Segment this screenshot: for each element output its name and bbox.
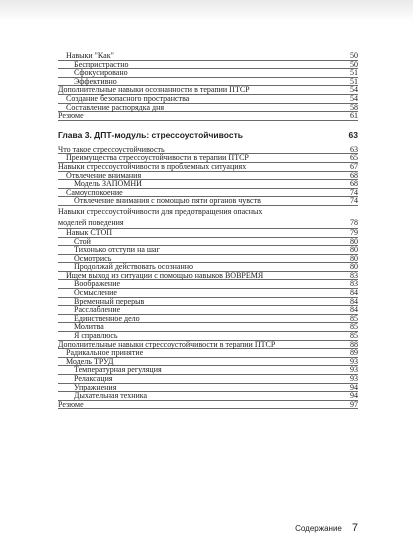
toc-entry-title: Преимущества стрессоустойчивости в терапии ПТСР — [66, 153, 249, 163]
toc-entry-title: Беспристрастно — [74, 59, 129, 69]
toc-entry-page: 80 — [350, 245, 358, 255]
toc-section-c — [58, 229, 358, 409]
toc-entry-title: Отвлечение внимания с помощью пяти органов чувств — [74, 196, 261, 206]
toc-entry-page: 51 — [350, 68, 358, 78]
toc-entry-page: 94 — [350, 382, 358, 392]
toc-entry-page: 65 — [350, 153, 358, 163]
toc-entry-title: Что такое стрессоустойчивость — [58, 144, 165, 154]
toc-entry — [58, 197, 358, 206]
toc-entry-title: Резюме — [58, 111, 84, 121]
toc-entry-title: Температурная регуляция — [74, 365, 162, 375]
toc-entry-title: Я справлюсь — [74, 331, 118, 341]
toc-entry-page: 80 — [350, 253, 358, 263]
toc-entry-title: Навыки стрессоустойчивости для предотвращения опасных моделей поведения — [58, 206, 263, 227]
toc-entry-page: 84 — [350, 288, 358, 298]
page-footer — [295, 522, 358, 534]
toc-entry-page: 50 — [350, 59, 358, 69]
toc-entry-title: Эффективно — [74, 76, 117, 86]
toc-entry-page: 93 — [350, 374, 358, 383]
toc-entry-title: Временный перерыв — [74, 296, 145, 306]
toc-entry-title: Модель ТРУД — [66, 356, 114, 366]
toc-entry — [58, 401, 358, 410]
page-number: 7 — [351, 522, 358, 534]
toc-entry-title: Стой — [74, 236, 91, 246]
toc-entry-title: Модель ЗАПОМНИ — [74, 179, 142, 189]
toc-entry-page: 93 — [350, 365, 358, 375]
toc-entry — [58, 104, 358, 113]
toc-entry-title: Дополнительные навыки осознанности в терапии ПТСР — [58, 85, 250, 95]
toc-entry-page: 50 — [350, 51, 358, 60]
toc-entry-title: Расслабление — [74, 305, 121, 315]
toc-entry-page: 94 — [350, 391, 358, 401]
toc-entry-title: Воображение — [74, 279, 121, 289]
toc-entry-title: Молитва — [74, 322, 104, 332]
toc-entry-page: 54 — [350, 93, 358, 103]
chapter-title: Глава 3. ДПТ-модуль: стрессоустойчивость — [58, 129, 243, 140]
chapter-heading — [58, 130, 358, 142]
toc-entry-title: Создание безопасного пространства — [66, 93, 190, 103]
toc-entry-title: Осмысление — [74, 288, 117, 298]
toc-entry-page: 79 — [350, 227, 358, 237]
toc-entry-page: 68 — [350, 179, 358, 189]
toc-entry-page: 61 — [350, 111, 358, 121]
toc-entry-page: 85 — [350, 331, 358, 341]
toc-entry-page: 88 — [350, 339, 358, 349]
toc-entry-title: Единственное дело — [74, 313, 140, 323]
toc-entry-page: 78 — [350, 217, 358, 227]
toc-entry-page: 54 — [350, 85, 358, 95]
toc-entry-title: Навыки "Как" — [66, 51, 114, 60]
toc-entry-title: Осмотрись — [74, 253, 112, 263]
toc-entry-title: Дыхательная техника — [74, 391, 148, 401]
toc-section-b — [58, 146, 358, 206]
toc-entry-title: Упражнения — [74, 382, 117, 392]
page-top-shadow — [0, 0, 413, 22]
toc-entry-page: 97 — [350, 399, 358, 409]
toc-entry-page: 84 — [350, 296, 358, 306]
toc-gap — [58, 121, 358, 130]
toc-entry-title: Продолжай действовать осознанно — [74, 262, 193, 272]
table-of-contents — [58, 52, 358, 409]
toc-entry-page: 68 — [350, 170, 358, 180]
toc-entry-title: Самоуспокоение — [66, 187, 123, 197]
footer-label: Содержание — [295, 524, 342, 533]
toc-entry-title: Ищем выход из ситуации с помощью навыков ВОВРЕМЯ — [66, 270, 264, 280]
chapter-page: 63 — [348, 129, 358, 140]
toc-entry-title: Навык СТОП — [66, 227, 113, 237]
toc-entry-page: 80 — [350, 236, 358, 246]
toc-entry-title: Радикальное принятие — [66, 348, 144, 358]
toc-entry-page: 67 — [350, 161, 358, 171]
toc-entry-multiline — [58, 206, 358, 229]
toc-entry-title: Дополнительные навыки стрессоустойчивости в терапии ПТСР — [58, 339, 276, 349]
toc-entry-page: 89 — [350, 348, 358, 358]
toc-entry-page: 58 — [350, 102, 358, 112]
toc-entry-page: 85 — [350, 313, 358, 323]
toc-entry-page: 85 — [350, 322, 358, 332]
toc-entry-title: Составление распорядка дня — [66, 102, 165, 112]
toc-entry-page: 51 — [350, 76, 358, 86]
toc-entry-page: 80 — [350, 262, 358, 272]
toc-section-a — [58, 52, 358, 121]
toc-entry-title: Тихонько отступи на шаг — [74, 245, 160, 255]
toc-entry-page: 84 — [350, 305, 358, 315]
toc-entry-title: Резюме — [58, 399, 84, 409]
toc-entry-title: Сфокусировано — [74, 68, 128, 78]
toc-entry-page: 93 — [350, 356, 358, 366]
toc-entry — [58, 112, 358, 121]
toc-entry — [58, 392, 358, 401]
toc-entry-title: Навыки стрессоустойчивости в проблемных ситуациях — [58, 161, 247, 171]
toc-entry — [58, 229, 358, 238]
toc-entry-page: 83 — [350, 270, 358, 280]
toc-entry-title: Отвлечение внимания — [66, 170, 142, 180]
toc-entry-page: 83 — [350, 279, 358, 289]
toc-entry-title: Релаксация — [74, 374, 113, 383]
toc-entry-page: 63 — [350, 144, 358, 154]
toc-entry-page: 74 — [350, 187, 358, 197]
toc-entry-page: 74 — [350, 196, 358, 206]
